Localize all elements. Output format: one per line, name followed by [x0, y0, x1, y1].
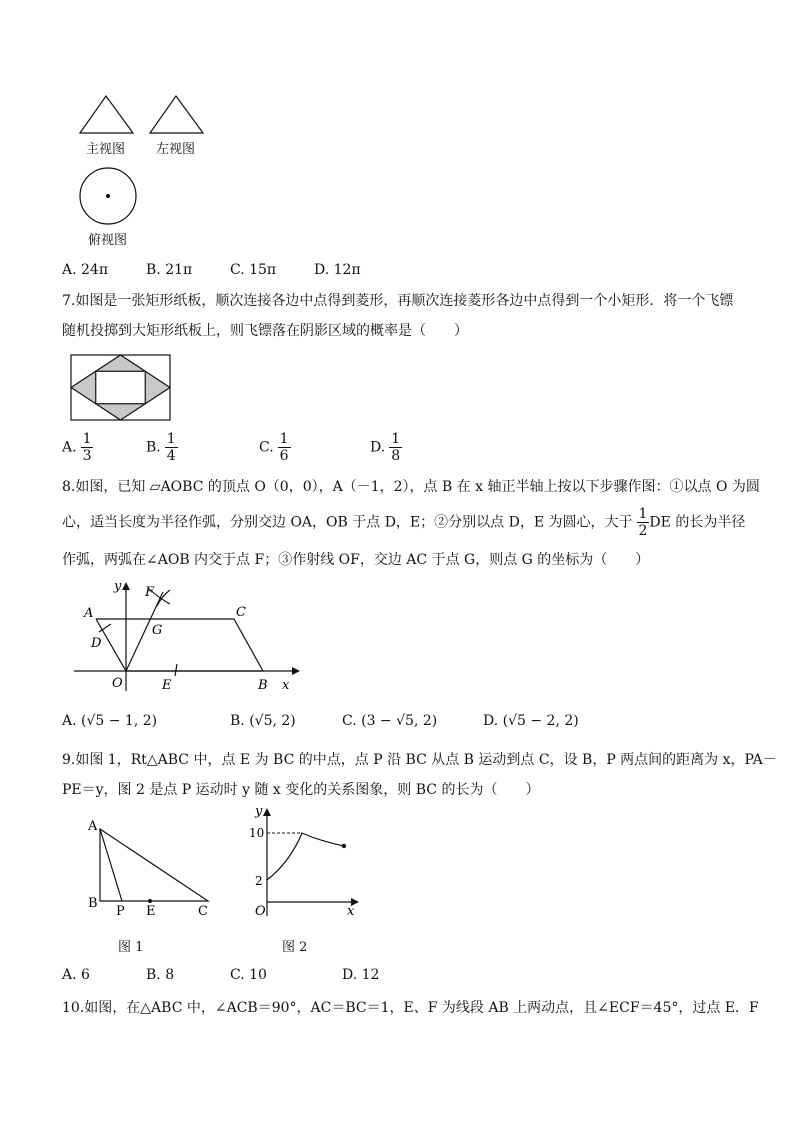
- segment-ap: [100, 829, 122, 901]
- q9-option-d: D. 12: [342, 967, 380, 983]
- q9-y-arrow: [263, 808, 271, 816]
- q9-figure-2: [245, 800, 365, 925]
- q8-label-g: G: [152, 623, 163, 638]
- front-view-triangle: [80, 96, 133, 133]
- q7-option-c: C. $\frac{1}{6}$: [259, 431, 289, 464]
- q8-label-e: E: [162, 678, 172, 693]
- q7-text-line2: 随机投掷到大矩形纸板上，则飞镖落在阴影区域的概率是（ ）: [62, 323, 468, 339]
- q9-label-10: 10: [249, 826, 265, 840]
- q9-label-2: 2: [255, 874, 263, 888]
- q8-parallelogram-figure: [70, 576, 310, 696]
- q8-option-a: A. (√5 − 1, 2): [62, 713, 158, 729]
- q9-text-line1: 9.如图 1，Rt△ABC 中，点 E 为 BC 的中点，点 P 沿 BC 从点 B 运动到点 C，设 B，P 两点间的距离为 x，PA－: [62, 752, 777, 768]
- q10-text-line1: 10.如图，在△ABC 中，∠ACB＝90°，AC＝BC＝1，E、F 为线段 AB 上两动点，且∠ECF＝45°，过点 E．F: [62, 1000, 759, 1016]
- q9-curve: [267, 833, 344, 880]
- q8-text-line2: 心，适当长度为半径作弧，分别交边 OA，OB 于点 D，E；②分别以点 D，E 为圆心，大于 $\frac{1}{2}$ DE 的长为半径: [62, 506, 746, 539]
- q9-label-x: x: [347, 904, 355, 919]
- arc-mark-f2: [157, 590, 170, 606]
- q7-option-b: B. $\frac{1}{4}$: [146, 431, 176, 464]
- q6-option-c: C. 15π: [230, 262, 277, 278]
- q8-option-c: C. (3 − √5, 2): [342, 713, 438, 729]
- q6-option-b: B. 21π: [146, 262, 193, 278]
- q8-y-arrow: [122, 582, 130, 590]
- q8-label-o: O: [112, 676, 123, 691]
- q9-curve-endpoint: [342, 844, 346, 848]
- q9-option-c: C. 10: [230, 967, 267, 983]
- arc-mark-e: [175, 664, 177, 676]
- q8-text-line1: 8.如图，已知 ▱AOBC 的顶点 O（0，0），A（－1，2），点 B 在 x 轴正半轴上按以下步骤作图：①以点 O 为圆: [62, 479, 760, 495]
- q8-label-y: y: [114, 579, 122, 594]
- q9-option-a: A. 6: [62, 967, 90, 983]
- q9-figure-1-caption: 图 1: [118, 940, 144, 955]
- q8-option-b: B. (√5, 2): [230, 713, 296, 729]
- q9-label-y: y: [255, 804, 263, 819]
- q9-label-p: P: [116, 904, 125, 919]
- q9-figure-2-caption: 图 2: [282, 940, 308, 955]
- left-view-triangle: [150, 96, 203, 133]
- q6-option-d: D. 12π: [314, 262, 361, 278]
- q7-text-line1: 7.如图是一张矩形纸板，顺次连接各边中点得到菱形，再顺次连接菱形各边中点得到一个小矩形．将一个飞镖: [62, 293, 734, 309]
- q9-figure-1: [80, 815, 220, 920]
- top-view-label: 俯视图: [88, 233, 128, 248]
- q8-label-x: x: [282, 678, 290, 693]
- q7-rectangle-figure: [70, 354, 172, 422]
- q8-label-f: F: [145, 585, 155, 600]
- q6-views-figure: [70, 88, 220, 248]
- q9-label-o: O: [255, 904, 266, 919]
- q8-label-c: C: [236, 605, 246, 620]
- left-view-label: 左视图: [156, 142, 196, 157]
- inner-rectangle: [96, 371, 146, 404]
- q8-option-d: D. (√5 − 2, 2): [483, 713, 579, 729]
- q7-option-a: A. $\frac{1}{3}$: [62, 431, 92, 464]
- q8-text-line3: 作弧，两弧在∠AOB 内交于点 F；③作射线 OF，交边 AC 于点 G，则点 G 的坐标为（ ）: [62, 552, 650, 568]
- q8-label-d: D: [91, 636, 102, 651]
- q6-option-a: A. 24π: [62, 262, 109, 278]
- q9-text-line2: PE＝y，图 2 是点 P 运动时 y 随 x 变化的关系图象，则 BC 的长为（ ）: [62, 782, 540, 798]
- q8-label-b: B: [258, 678, 268, 693]
- front-view-label: 主视图: [86, 142, 126, 157]
- q8-x-arrow: [292, 667, 300, 675]
- point-e-dot: [148, 899, 152, 903]
- top-view-center-dot: [106, 194, 110, 198]
- parallelogram-aobc: [96, 619, 263, 671]
- q8-label-a: A: [84, 606, 94, 621]
- q9-label-a: A: [88, 819, 98, 834]
- q9-label-e: E: [146, 904, 156, 919]
- q9-option-b: B. 8: [146, 967, 175, 983]
- q9-label-c: C: [198, 904, 208, 919]
- q9-label-b: B: [88, 896, 98, 911]
- triangle-abc: [100, 829, 208, 901]
- q7-option-d: D. $\frac{1}{8}$: [370, 431, 401, 464]
